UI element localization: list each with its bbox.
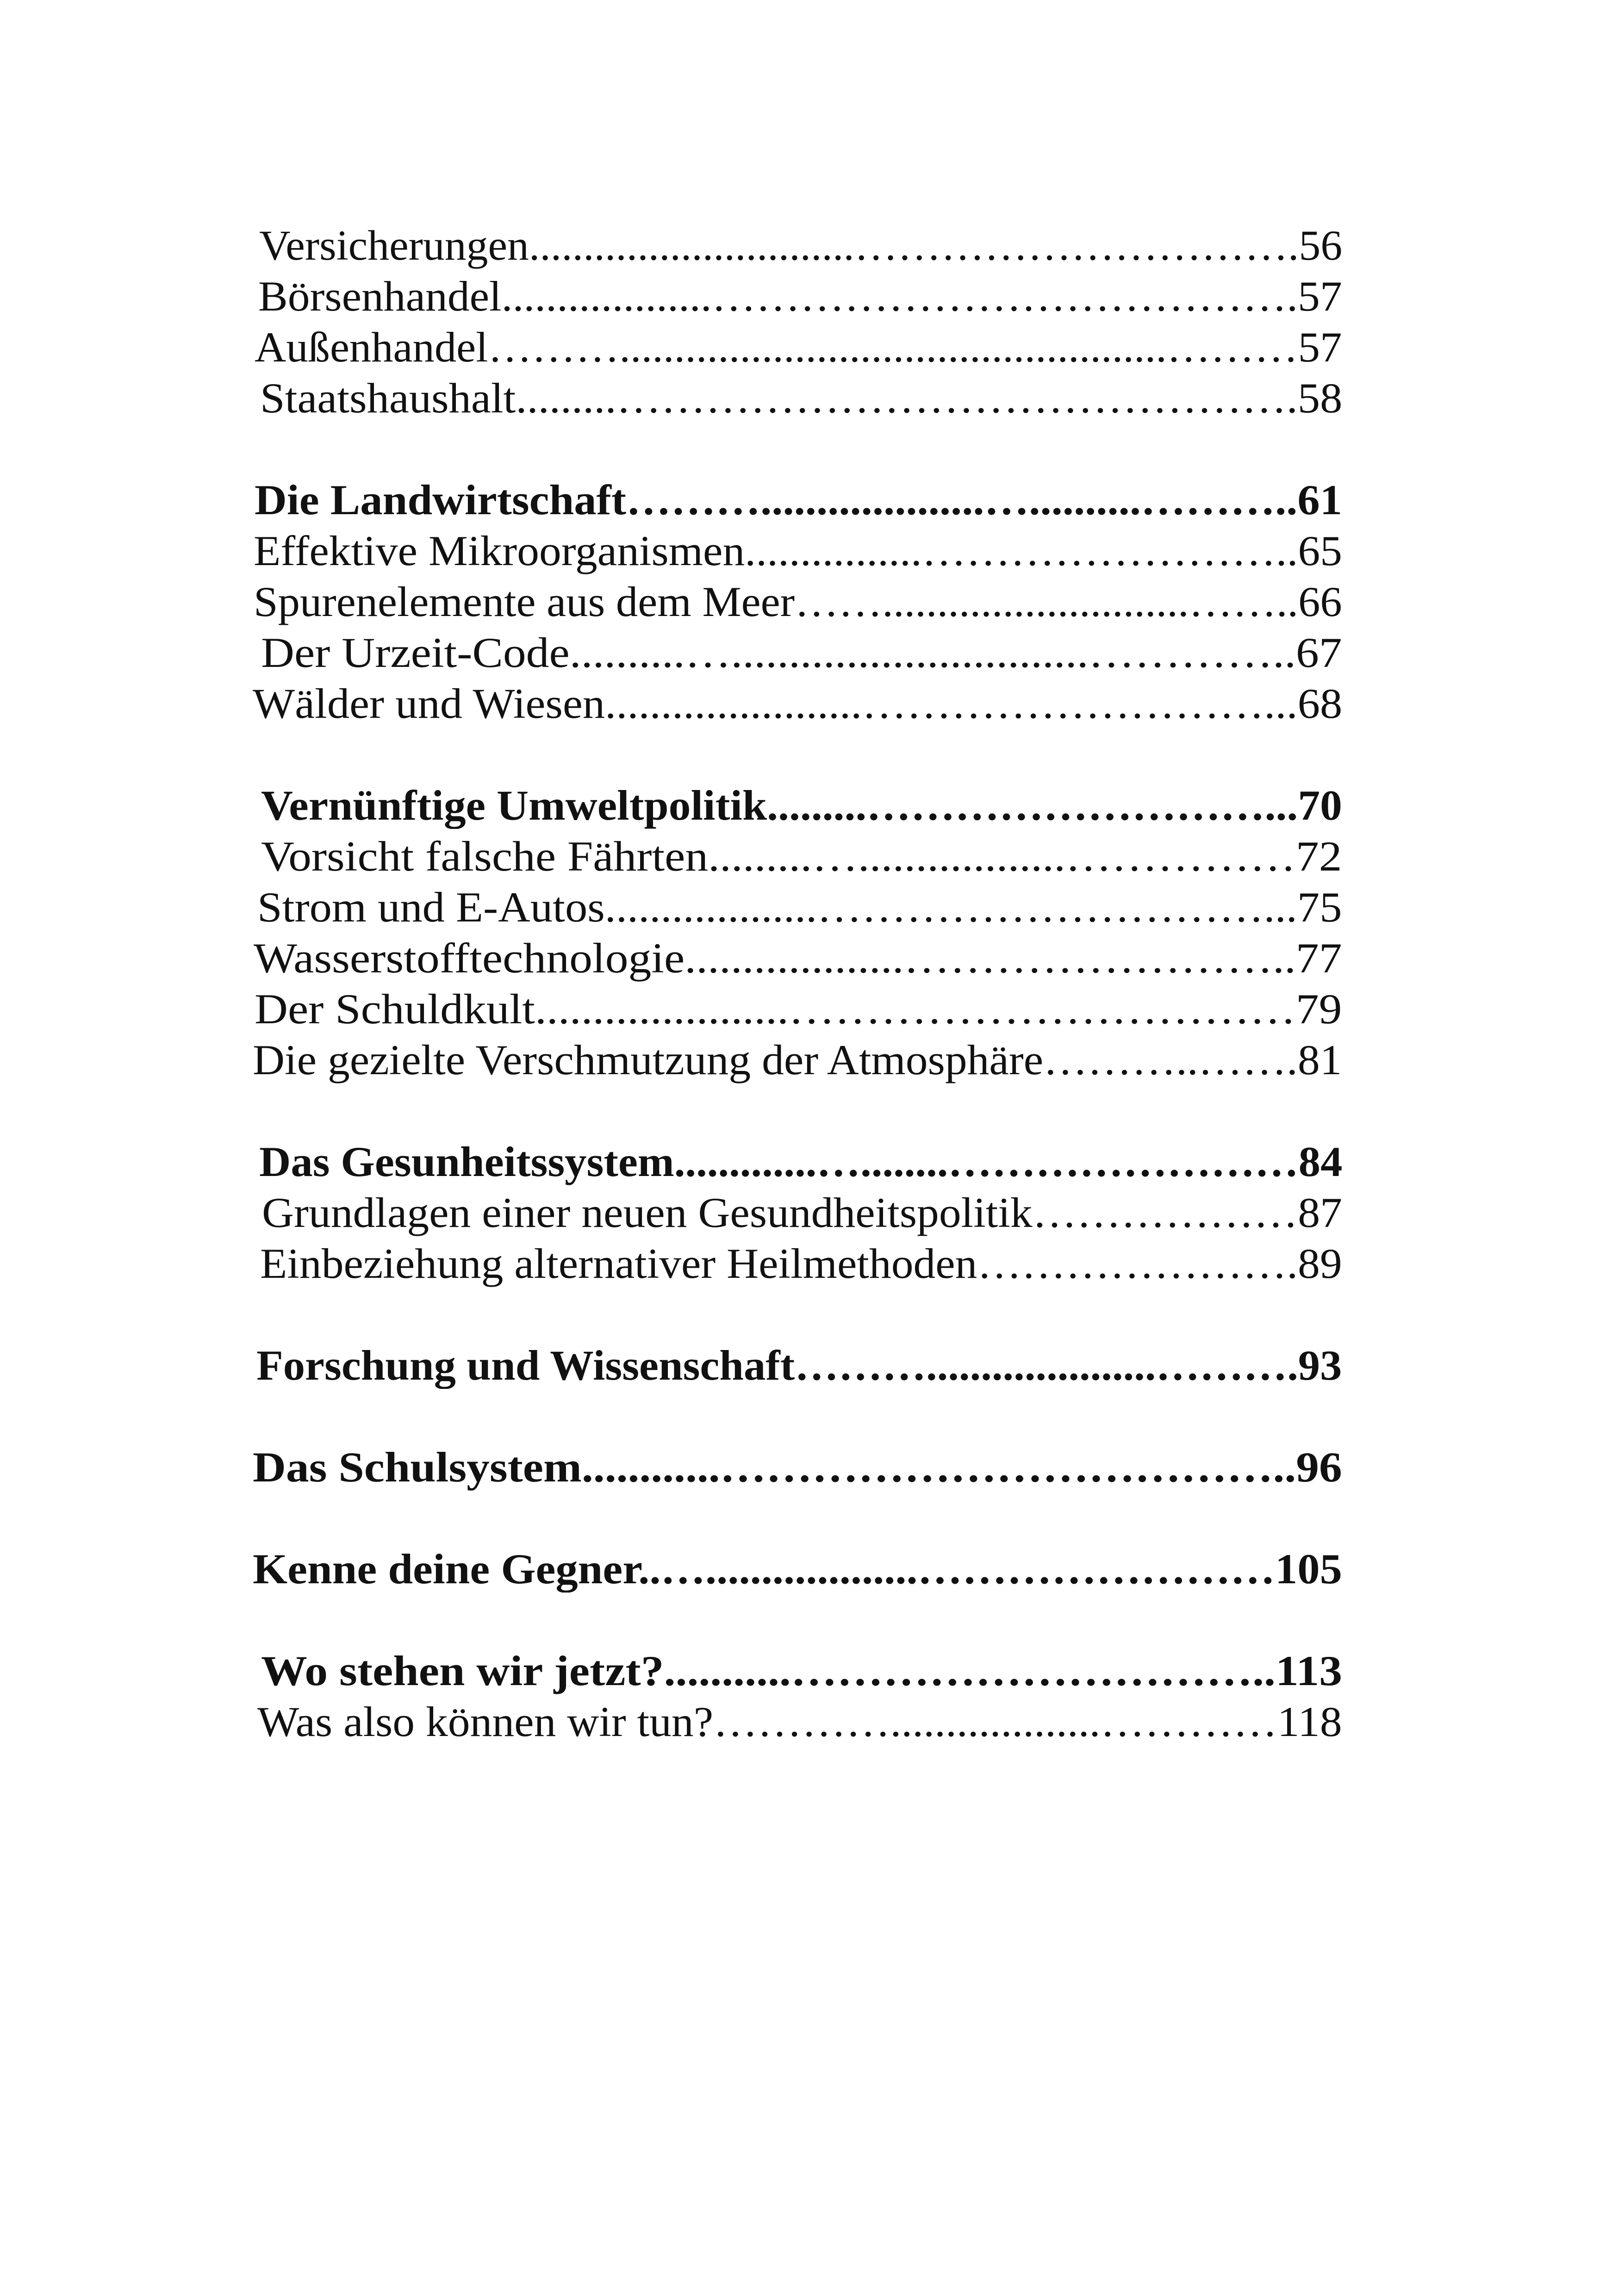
- toc-heading-umweltpolitik: Vernünftige Umweltpolitik.........………………………...70: [261, 782, 1342, 829]
- toc-heading-gesundheitssystem: Das Gesunheitssystem.............…........……………………84: [259, 1138, 1343, 1185]
- toc-entry-schuldkult: Der Schuldkult......................……………………………79: [255, 985, 1342, 1033]
- toc-entry-urzeit-code: Der Urzeit-Code..........…...............................…………..67: [261, 629, 1342, 676]
- toc-entry-strom-e-autos: Strom und E-Autos...................…………………………...75: [257, 884, 1342, 931]
- toc-entry-gesundheitspolitik: Grundlagen einer neuen Gesundheitspolitik………………87: [262, 1189, 1342, 1236]
- toc-entry-staatshaushalt: Staatshaushalt.........……………………………………….58: [260, 374, 1343, 422]
- toc-entry-faehrten: Vorsicht falsche Fährten.........…..................……………72: [261, 833, 1342, 880]
- toc-heading-forschung: Forschung und Wissenschaft……….....................……….93: [256, 1342, 1342, 1389]
- toc-entry-versicherungen: Versicherungen..............................………………………….56: [259, 222, 1343, 269]
- toc-entry-boersenhandel: Börsenhandel...................………………………………….57: [258, 273, 1342, 320]
- toc-heading-gegner: Kenne deine Gegner..…...................……………………105: [253, 1545, 1342, 1593]
- toc-entry-was-tun: Was also können wir tun?…………...................…………118: [257, 1698, 1342, 1745]
- toc-heading-schulsystem: Das Schulsystem............………………………………..96: [253, 1444, 1342, 1491]
- toc-entry-waelder-wiesen: Wälder und Wiesen.......................………………………...68: [253, 680, 1343, 727]
- toc-entry-wasserstoff: Wasserstofftechnologie...................……………………..77: [254, 934, 1342, 982]
- toc-heading-landwirtschaft: Die Landwirtschaft………....................…..........………..61: [255, 476, 1343, 523]
- toc-entry-heilmethoden: Einbeziehung alternativer Heilmethoden………………….89: [260, 1240, 1342, 1287]
- toc-entry-aussenhandel: Außenhandel………..................................................………57: [255, 324, 1342, 371]
- toc-entry-atmosphaere: Die gezielte Verschmutzung der Atmosphäre………..…….81: [253, 1036, 1342, 1083]
- toc-heading-wo-stehen-wir: Wo stehen wir jetzt?...........…………………………..113: [261, 1647, 1343, 1694]
- toc-entry-spurenelemente: Spurenelemente aus dem Meer……............................……..66: [254, 578, 1342, 625]
- toc-entry-mikroorganismen: Effektive Mikroorganismen................……………………..65: [254, 527, 1343, 574]
